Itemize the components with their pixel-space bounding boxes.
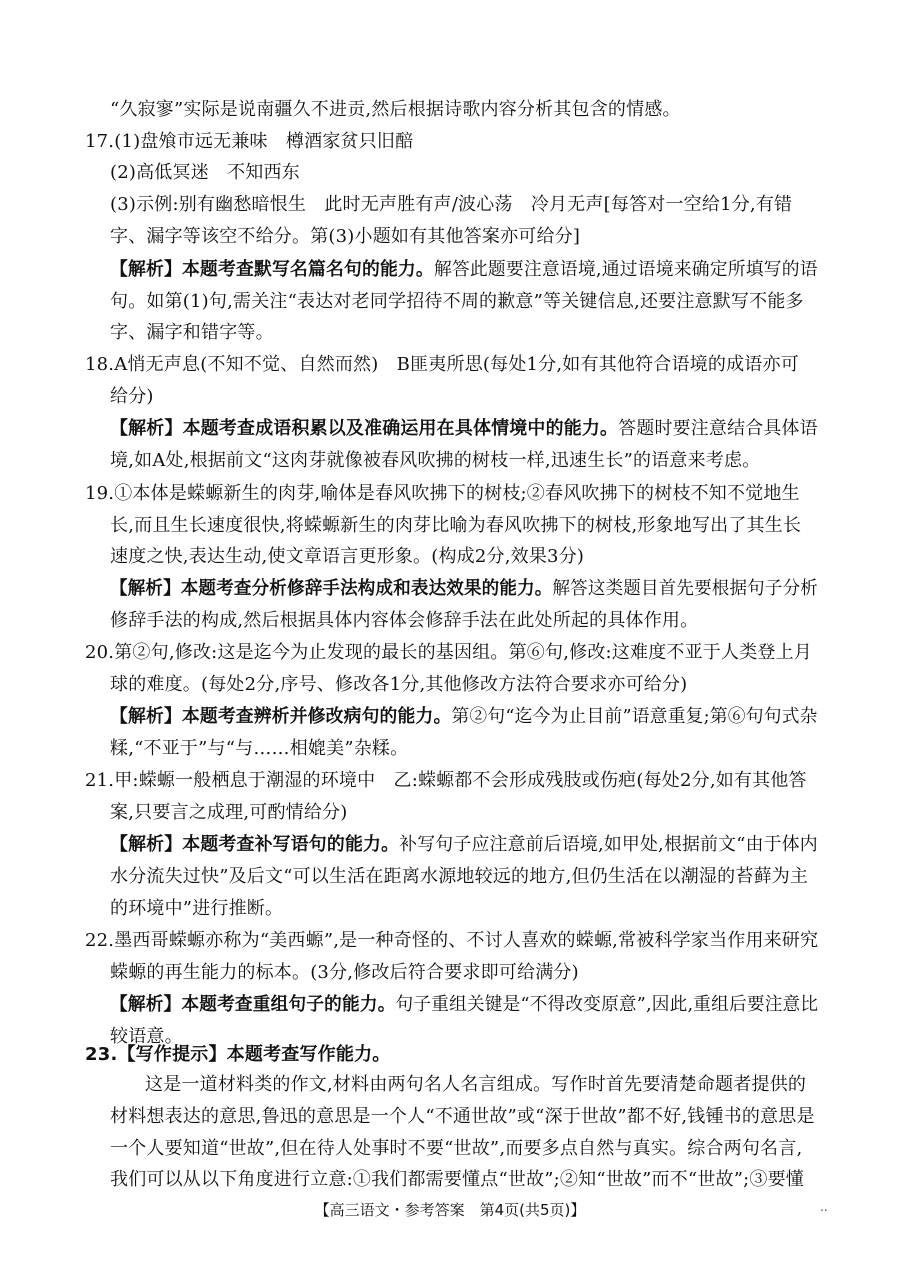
- corner-mark: ..: [820, 1200, 828, 1214]
- analysis-text: 补写句子应注意前后语境,如甲处,根据前文“由于体内: [399, 834, 818, 855]
- analysis-17: [110, 255, 818, 285]
- text-line: 长,而且生长速度很快,将蝾螈新生的肉芽比喻为春风吹拂下的树枝,形象地写出了其生长: [110, 515, 802, 536]
- answer-23-heading: 23.【写作提示】本题考查写作能力。: [85, 1044, 391, 1065]
- analysis-20: [110, 702, 818, 732]
- analysis-heading: 【解析】本题考查补写语句的能力。: [110, 834, 400, 855]
- analysis-heading: 【解析】本题考查默写名篇名句的能力。: [110, 259, 434, 280]
- text-line: 字、漏字和错字等。: [110, 322, 274, 343]
- text-line: 的环境中”进行推断。: [110, 898, 284, 919]
- text-line: 我们可以从以下角度进行立意:①我们都需要懂点“世故”;②知“世故”而不“世故”;③要懂: [110, 1169, 805, 1190]
- answer-19: 19.①本体是蝾螈新生的肉芽,喻体是春风吹拂下的树枝;②春风吹拂下的树枝不知不觉地生: [85, 483, 800, 504]
- text-line: 速度之快,表达生动,使文章语言更形象。(构成2分,效果3分): [110, 546, 585, 567]
- text-line: 字、漏字等该空不给分。第(3)小题如有其他答案亦可给分]: [110, 226, 581, 247]
- analysis-19: [110, 574, 818, 604]
- text-line: 修辞手法的构成,然后根据具体内容体会修辞手法在此处所起的具体作用。: [110, 610, 699, 631]
- answer-21: 21.甲:蝾螈一般栖息于潮湿的环境中 乙:蝾螈都不会形成残肢或伤疤(每处2分,如有其他答: [85, 770, 807, 791]
- answer-20: 20.第②句,修改:这是迄今为止发现的最长的基因组。第⑥句,修改:这难度不亚于人类登上月: [85, 642, 812, 663]
- answer-18: 18.A悄无声息(不知不觉、自然而然) B匪夷所思(每处1分,如有其他符合语境的成语亦可: [85, 354, 799, 375]
- text-line: 这是一道材料类的作文,材料由两句名人名言组成。写作时首先要清楚命题者提供的: [145, 1074, 807, 1095]
- answer-17-1: 17.(1)盘飧市远无兼味 樽酒家贫只旧醅: [85, 131, 414, 152]
- analysis-text: 答题时要注意结合具体语: [618, 418, 818, 439]
- analysis-heading: 【解析】本题考查重组句子的能力。: [110, 994, 396, 1015]
- text-line: 蝾螈的再生能力的标本。(3分,修改后符合要求即可给满分): [110, 962, 579, 983]
- text-line: 水分流失过快”及后文“可以生活在距离水源地较远的地方,但仍生活在以潮湿的苔藓为主: [110, 866, 809, 887]
- analysis-heading: 【解析】本题考查分析修辞手法构成和表达效果的能力。: [110, 578, 553, 599]
- analysis-text: 解答这类题目首先要根据句子分析: [552, 578, 818, 599]
- analysis-heading: 【解析】本题考查辨析并修改病句的能力。: [110, 706, 452, 727]
- analysis-heading: 【解析】本题考查成语积累以及准确运用在具体情境中的能力。: [110, 418, 619, 439]
- text-line: 较语意。: [110, 1026, 183, 1047]
- page-footer: 【高三语文・参考答案 第4页(共5页)】: [314, 1201, 586, 1219]
- analysis-22: [110, 990, 818, 1020]
- text-line: 案,只要言之成理,可酌情给分): [110, 802, 348, 823]
- answer-17-2: (2)高低冥迷 不知西东: [110, 162, 300, 183]
- text-line: 给分): [110, 386, 154, 407]
- text-line: 句。如第(1)句,需关注“表达对老同学招待不周的歉意”等关键信息,还要注意默写不能多: [110, 291, 804, 312]
- text-line: 一个人要知道“世故”,但在待人处事时不要“世故”,而要多点自然与真实。综合两句名言,: [110, 1138, 803, 1159]
- analysis-18: [110, 414, 818, 444]
- analysis-text: 第②句“迄今为止目前”语意重复;第⑥句句式杂: [451, 706, 818, 727]
- text-line: 糅,“不亚于”与“与……相媲美”杂糅。: [110, 738, 409, 759]
- analysis-21: [110, 830, 818, 860]
- analysis-text: 解答此题要注意语境,通过语境来确定所填写的语: [433, 259, 818, 280]
- text-line: 球的难度。(每处2分,序号、修改各1分,其他修改方法符合要求亦可给分): [110, 674, 688, 695]
- analysis-text: 句子重组关键是“不得改变原意”,因此,重组后要注意比: [395, 994, 819, 1015]
- text-line: “久寂寥”实际是说南疆久不进贡,然后根据诗歌内容分析其包含的情感。: [110, 99, 681, 120]
- answer-17-3: (3)示例:别有幽愁暗恨生 此时无声胜有声/波心荡 冷月无声[每答对一空给1分,有错: [110, 194, 793, 215]
- answer-22: 22.墨西哥蝾螈亦称为“美西螈”,是一种奇怪的、不讨人喜欢的蝾螈,常被科学家当作用来研究: [85, 930, 819, 951]
- text-line: 境,如A处,根据前文“这肉芽就像被春风吹拂的树枝一样,迅速生长”的语意来考虑。: [110, 450, 761, 471]
- text-line: 材料想表达的意思,鲁迅的意思是一个人“不通世故”或“深于世故”都不好,钱锺书的意思是: [110, 1106, 815, 1127]
